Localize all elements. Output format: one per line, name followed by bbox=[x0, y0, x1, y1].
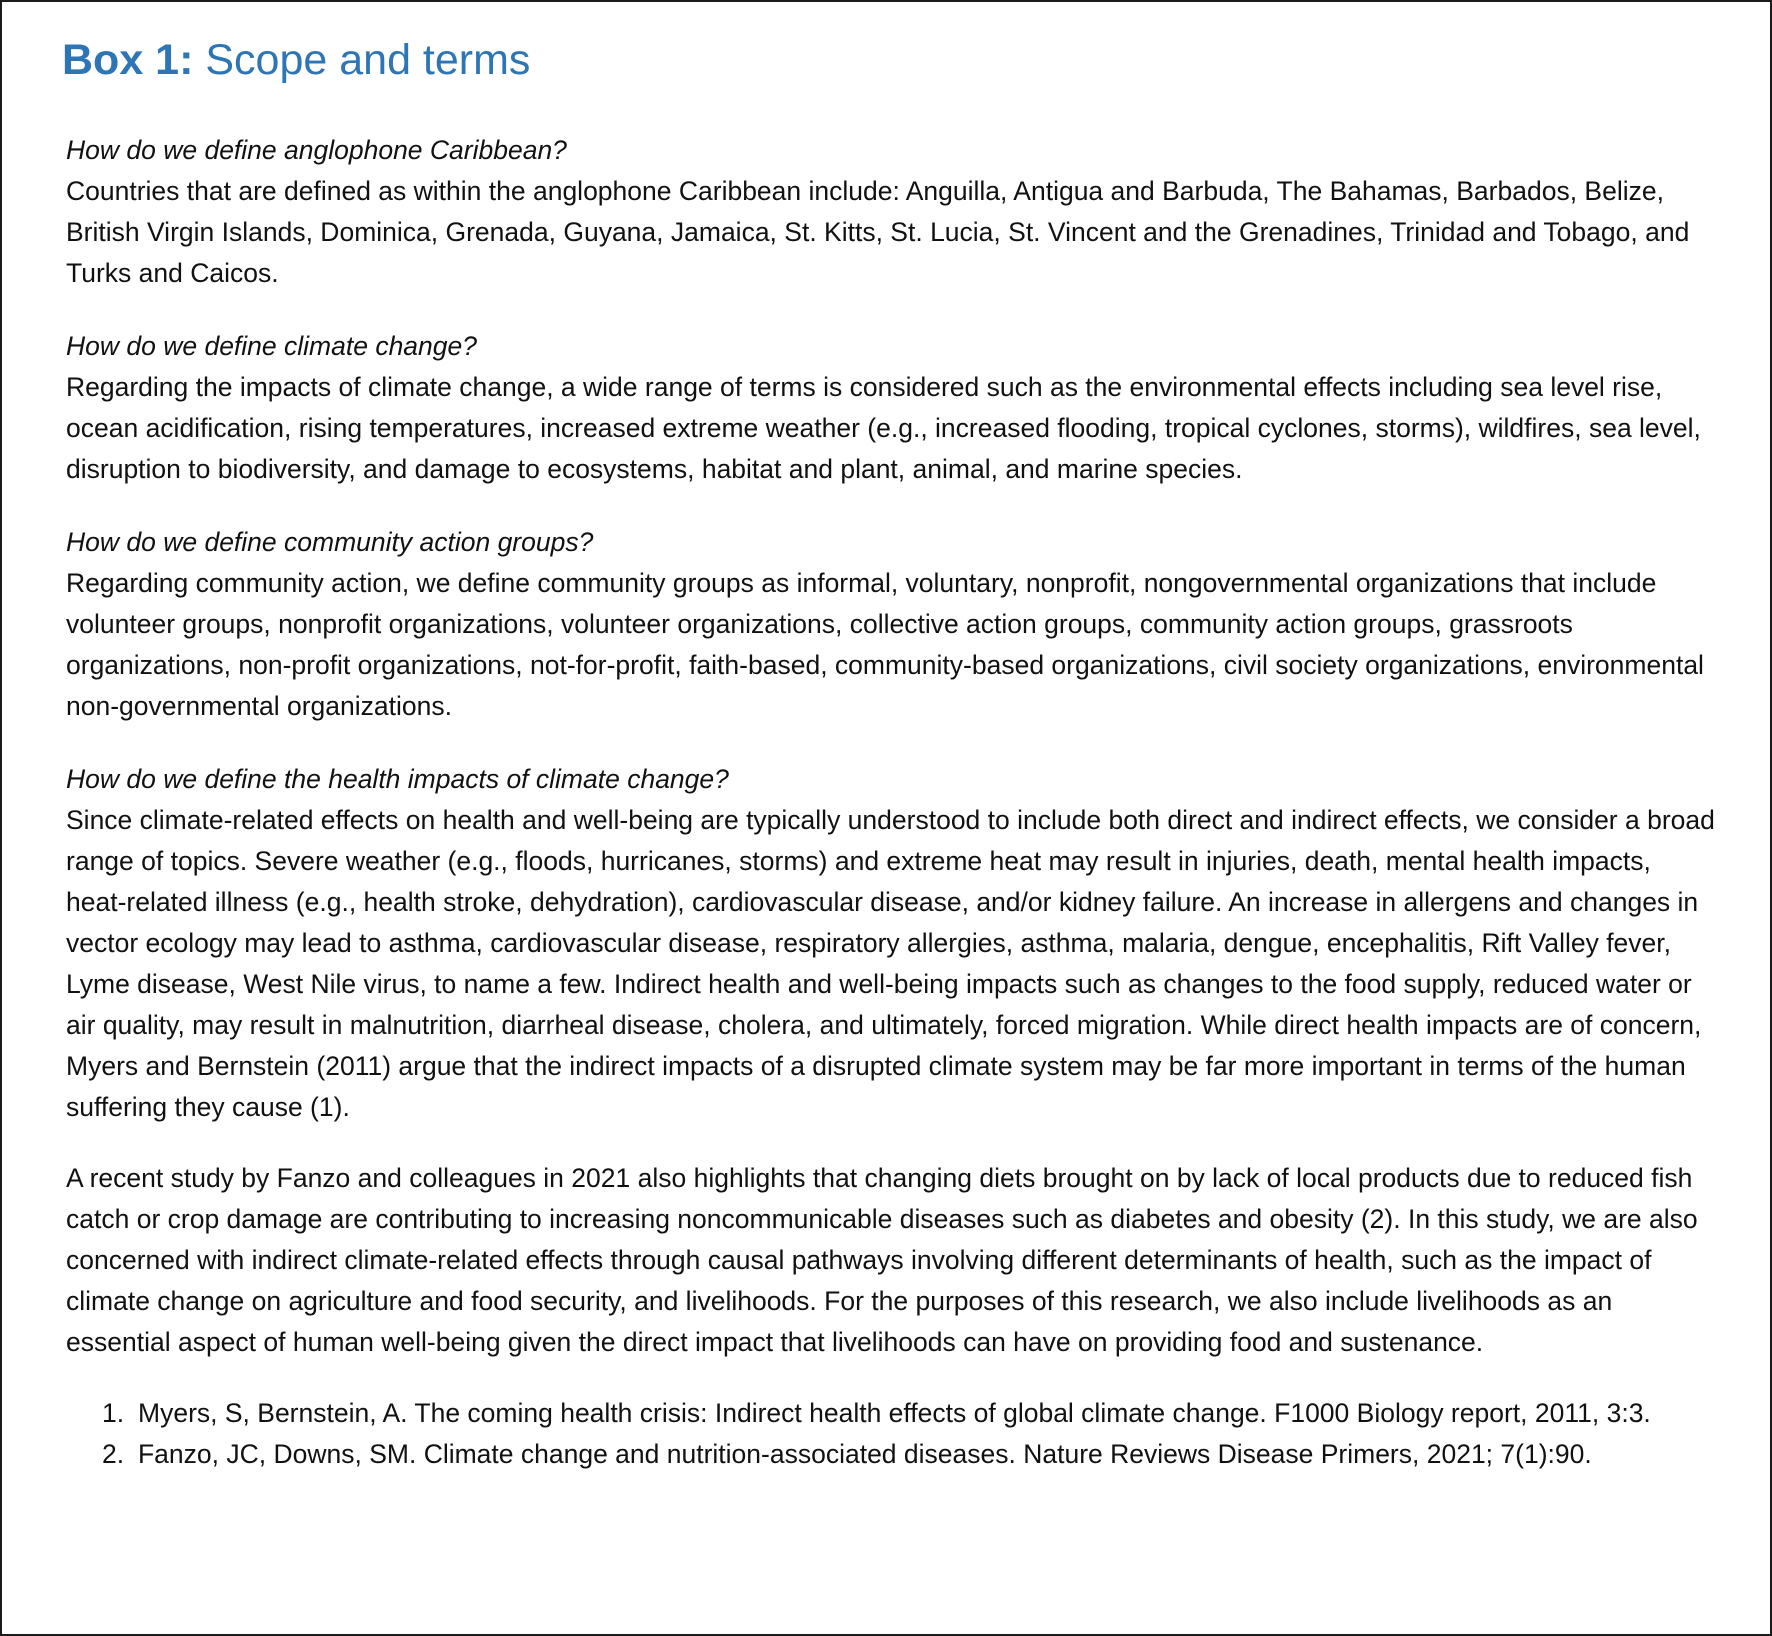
box-content bbox=[66, 130, 1716, 1475]
definition-section-health-impacts bbox=[66, 759, 1716, 1128]
reference-list bbox=[66, 1393, 1716, 1475]
definition-question: How do we define the health impacts of climate change? bbox=[66, 764, 729, 794]
reference-text: Myers, S, Bernstein, A. The coming health crisis: Indirect health effects of global climate change. F1000 Biology report, 2011, 3:3. bbox=[138, 1398, 1651, 1428]
box-title bbox=[62, 30, 530, 90]
reference-text: Fanzo, JC, Downs, SM. Climate change and nutrition-associated diseases. Nature Reviews Disease Primers, 2021; 7(1):90. bbox=[138, 1439, 1592, 1469]
definition-answer: Regarding the impacts of climate change, a wide range of terms is considered such as the environmental effects including sea level rise, ocean acidification, rising temperatures, increased extreme weather (e.g., increased flooding, tropical cyclones, storms), wildfires, sea level, disruption to biodiversity, and damage to ecosystems, habitat and plant, animal, and marine species. bbox=[66, 372, 1701, 484]
definition-answer: Regarding community action, we define community groups as informal, voluntary, nonprofit, nongovernmental organizations that include volunteer groups, nonprofit organizations, volunteer organizations, collective action groups, community action groups, grassroots organizations, non-profit organizations, not-for-profit, faith-based, community-based organizations, civil society organizations, environmental non-governmental organizations. bbox=[66, 568, 1704, 721]
definition-question: How do we define climate change? bbox=[66, 331, 477, 361]
definition-question: How do we define anglophone Caribbean? bbox=[66, 135, 567, 165]
box-title-text: Scope and terms bbox=[205, 36, 531, 84]
reference-item bbox=[66, 1393, 1716, 1434]
definition-section-anglophone-caribbean bbox=[66, 130, 1716, 294]
reference-number: 1. bbox=[102, 1398, 125, 1428]
definition-section-climate-change bbox=[66, 326, 1716, 490]
definition-question: How do we define community action groups? bbox=[66, 527, 594, 557]
reference-number: 2. bbox=[102, 1439, 125, 1469]
definition-answer: Since climate-related effects on health and well-being are typically understood to include both direct and indirect effects, we consider a broad range of topics. Severe weather (e.g., floods, hurricanes, storms) and extreme heat may result in injuries, death, mental health impacts, heat-related illness (e.g., health stroke, dehydration), cardiovascular disease, and/or kidney failure. An increase in allergens and changes in vector ecology may lead to asthma, cardiovascular disease, respiratory allergies, asthma, malaria, dengue, encephalitis, Rift Valley fever, Lyme disease, West Nile virus, to name a few. Indirect health and well-being impacts such as changes to the food supply, reduced water or air quality, may result in malnutrition, diarrheal disease, cholera, and ultimately, forced migration. While direct health impacts are of concern, Myers and Bernstein (2011) argue that the indirect impacts of a disrupted climate system may be far more important in terms of the human suffering they cause (1). bbox=[66, 805, 1715, 1122]
reference-item bbox=[66, 1434, 1716, 1475]
body-paragraph: A recent study by Fanzo and colleagues in 2021 also highlights that changing diets brought on by lack of local products due to reduced fish catch or crop damage are contributing to increasing noncommunicable diseases such as diabetes and obesity (2). In this study, we are also concerned with indirect climate-related effects through causal pathways involving different determinants of health, such as the impact of climate change on agriculture and food security, and livelihoods. For the purposes of this research, we also include livelihoods as an essential aspect of human well-being given the direct impact that livelihoods can have on providing food and sustenance. bbox=[66, 1163, 1698, 1357]
definition-answer: Countries that are defined as within the anglophone Caribbean include: Anguilla, Antigua and Barbuda, The Bahamas, Barbados, Belize, British Virgin Islands, Dominica, Grenada, Guyana, Jamaica, St. Kitts, St. Lucia, St. Vincent and the Grenadines, Trinidad and Tobago, and Turks and Caicos. bbox=[66, 176, 1690, 288]
box-label: Box 1: bbox=[62, 36, 194, 84]
definition-section-community-action-groups bbox=[66, 522, 1716, 727]
